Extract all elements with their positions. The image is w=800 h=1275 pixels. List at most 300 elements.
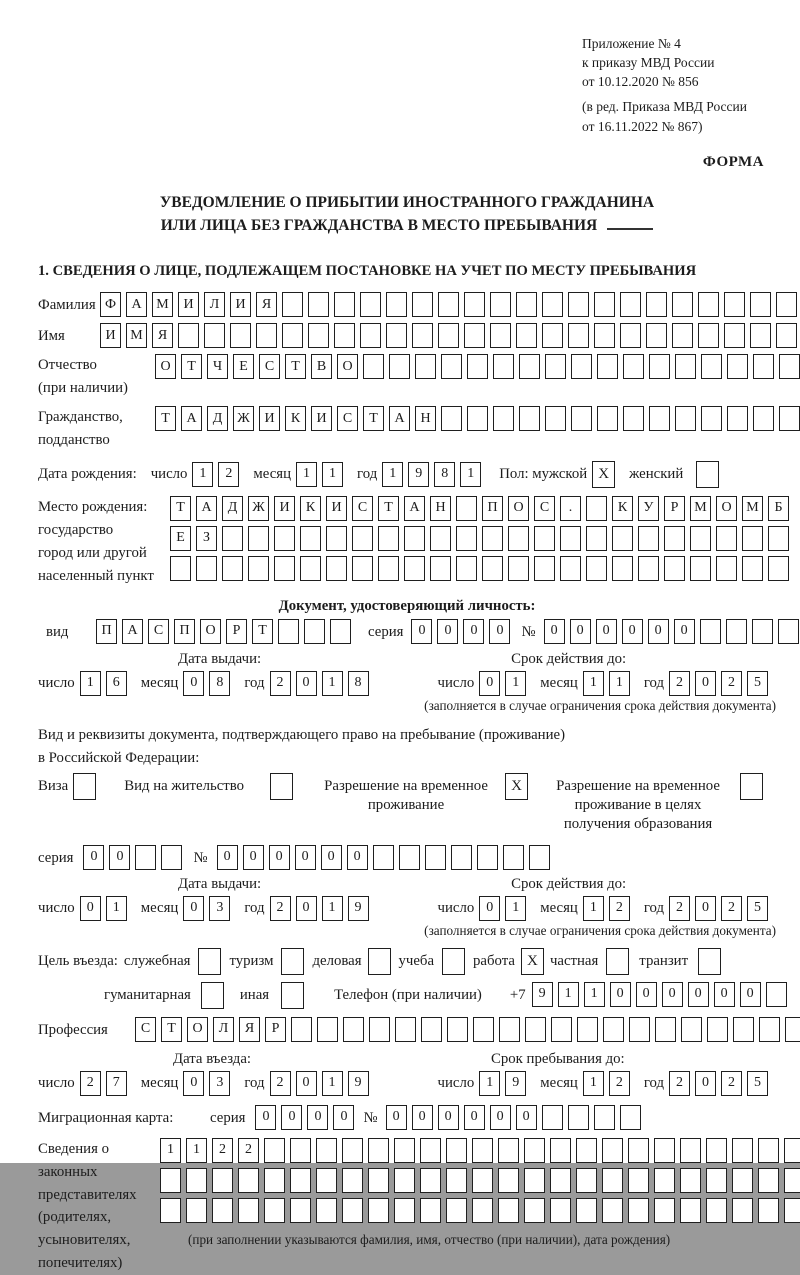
form-cell[interactable] bbox=[778, 619, 799, 644]
form-cell[interactable] bbox=[742, 556, 763, 581]
form-cell[interactable]: 6 bbox=[106, 671, 127, 696]
form-cell[interactable]: 1 bbox=[584, 982, 605, 1007]
form-cell[interactable]: 1 bbox=[505, 896, 526, 921]
form-cell[interactable] bbox=[571, 354, 592, 379]
form-cell[interactable]: Е bbox=[170, 526, 191, 551]
form-cell[interactable] bbox=[706, 1168, 727, 1193]
form-cell[interactable] bbox=[389, 354, 410, 379]
form-cell[interactable] bbox=[603, 1017, 624, 1042]
form-cell[interactable]: И bbox=[178, 292, 199, 317]
form-cell[interactable] bbox=[420, 1198, 441, 1223]
purpose-official-checkbox[interactable] bbox=[198, 948, 221, 975]
form-cell[interactable]: 2 bbox=[609, 896, 630, 921]
form-cell[interactable] bbox=[571, 406, 592, 431]
form-cell[interactable] bbox=[508, 556, 529, 581]
form-cell[interactable]: З bbox=[196, 526, 217, 551]
form-cell[interactable] bbox=[716, 556, 737, 581]
form-cell[interactable]: 0 bbox=[695, 671, 716, 696]
form-cell[interactable] bbox=[222, 556, 243, 581]
form-cell[interactable]: 0 bbox=[714, 982, 735, 1007]
form-cell[interactable]: 2 bbox=[270, 896, 291, 921]
form-cell[interactable]: 1 bbox=[322, 462, 343, 487]
form-cell[interactable] bbox=[447, 1017, 468, 1042]
form-cell[interactable]: О bbox=[200, 619, 221, 644]
form-cell[interactable] bbox=[264, 1168, 285, 1193]
form-cell[interactable] bbox=[186, 1198, 207, 1223]
form-cell[interactable] bbox=[178, 323, 199, 348]
form-cell[interactable]: И bbox=[259, 406, 280, 431]
form-cell[interactable]: И bbox=[230, 292, 251, 317]
form-cell[interactable] bbox=[412, 292, 433, 317]
form-cell[interactable]: 0 bbox=[596, 619, 617, 644]
form-cell[interactable]: 0 bbox=[321, 845, 342, 870]
form-cell[interactable] bbox=[534, 526, 555, 551]
form-cell[interactable]: 0 bbox=[544, 619, 565, 644]
form-cell[interactable]: 5 bbox=[747, 671, 768, 696]
form-cell[interactable] bbox=[290, 1198, 311, 1223]
form-cell[interactable]: 0 bbox=[386, 1105, 407, 1130]
form-cell[interactable] bbox=[753, 354, 774, 379]
form-cell[interactable]: Д bbox=[222, 496, 243, 521]
form-cell[interactable] bbox=[456, 526, 477, 551]
form-cell[interactable]: С bbox=[259, 354, 280, 379]
form-cell[interactable]: П bbox=[482, 496, 503, 521]
form-cell[interactable]: 0 bbox=[695, 896, 716, 921]
form-cell[interactable]: 2 bbox=[609, 1071, 630, 1096]
form-cell[interactable] bbox=[680, 1138, 701, 1163]
purpose-private-checkbox[interactable] bbox=[606, 948, 629, 975]
form-cell[interactable]: 3 bbox=[209, 1071, 230, 1096]
form-cell[interactable] bbox=[415, 354, 436, 379]
form-cell[interactable] bbox=[394, 1198, 415, 1223]
form-cell[interactable]: 2 bbox=[270, 671, 291, 696]
form-cell[interactable] bbox=[368, 1138, 389, 1163]
form-cell[interactable]: 0 bbox=[490, 1105, 511, 1130]
form-cell[interactable]: 8 bbox=[209, 671, 230, 696]
form-cell[interactable] bbox=[399, 845, 420, 870]
form-cell[interactable] bbox=[222, 526, 243, 551]
form-cell[interactable]: С bbox=[337, 406, 358, 431]
form-cell[interactable] bbox=[438, 292, 459, 317]
form-cell[interactable] bbox=[420, 1138, 441, 1163]
form-cell[interactable] bbox=[395, 1017, 416, 1042]
purpose-business-checkbox[interactable] bbox=[368, 948, 391, 975]
form-cell[interactable]: 0 bbox=[296, 896, 317, 921]
form-cell[interactable] bbox=[326, 556, 347, 581]
form-cell[interactable] bbox=[732, 1168, 753, 1193]
form-cell[interactable] bbox=[369, 1017, 390, 1042]
form-cell[interactable] bbox=[707, 1017, 728, 1042]
form-cell[interactable] bbox=[753, 406, 774, 431]
form-cell[interactable]: 0 bbox=[243, 845, 264, 870]
form-cell[interactable] bbox=[594, 292, 615, 317]
form-cell[interactable] bbox=[274, 556, 295, 581]
form-cell[interactable] bbox=[629, 1017, 650, 1042]
form-cell[interactable] bbox=[519, 354, 540, 379]
form-cell[interactable] bbox=[394, 1138, 415, 1163]
form-cell[interactable] bbox=[727, 406, 748, 431]
form-cell[interactable]: 2 bbox=[669, 671, 690, 696]
form-cell[interactable]: А bbox=[196, 496, 217, 521]
temp-residence-edu-checkbox[interactable] bbox=[740, 773, 763, 800]
form-cell[interactable] bbox=[654, 1198, 675, 1223]
form-cell[interactable] bbox=[550, 1168, 571, 1193]
form-cell[interactable] bbox=[784, 1138, 800, 1163]
form-cell[interactable]: 0 bbox=[296, 671, 317, 696]
sex-female-checkbox[interactable] bbox=[696, 461, 719, 488]
form-cell[interactable]: 1 bbox=[322, 896, 343, 921]
form-cell[interactable] bbox=[560, 556, 581, 581]
form-cell[interactable]: 2 bbox=[669, 896, 690, 921]
form-cell[interactable] bbox=[602, 1168, 623, 1193]
form-cell[interactable]: 0 bbox=[622, 619, 643, 644]
form-cell[interactable] bbox=[363, 354, 384, 379]
form-cell[interactable] bbox=[690, 526, 711, 551]
form-cell[interactable] bbox=[342, 1138, 363, 1163]
form-cell[interactable] bbox=[282, 323, 303, 348]
form-cell[interactable]: М bbox=[742, 496, 763, 521]
form-cell[interactable] bbox=[368, 1168, 389, 1193]
form-cell[interactable]: В bbox=[311, 354, 332, 379]
form-cell[interactable] bbox=[360, 292, 381, 317]
form-cell[interactable] bbox=[386, 292, 407, 317]
form-cell[interactable] bbox=[700, 619, 721, 644]
form-cell[interactable] bbox=[441, 354, 462, 379]
form-cell[interactable]: 0 bbox=[437, 619, 458, 644]
form-cell[interactable]: 9 bbox=[505, 1071, 526, 1096]
form-cell[interactable] bbox=[620, 1105, 641, 1130]
form-cell[interactable]: 0 bbox=[255, 1105, 276, 1130]
form-cell[interactable]: А bbox=[122, 619, 143, 644]
form-cell[interactable]: 0 bbox=[636, 982, 657, 1007]
form-cell[interactable] bbox=[343, 1017, 364, 1042]
form-cell[interactable] bbox=[675, 354, 696, 379]
form-cell[interactable] bbox=[334, 292, 355, 317]
form-cell[interactable] bbox=[750, 292, 771, 317]
form-cell[interactable] bbox=[308, 323, 329, 348]
form-cell[interactable]: 0 bbox=[412, 1105, 433, 1130]
form-cell[interactable]: 1 bbox=[186, 1138, 207, 1163]
form-cell[interactable]: Н bbox=[415, 406, 436, 431]
purpose-other-checkbox[interactable] bbox=[281, 982, 304, 1009]
form-cell[interactable] bbox=[420, 1168, 441, 1193]
form-cell[interactable]: О bbox=[187, 1017, 208, 1042]
form-cell[interactable] bbox=[776, 292, 797, 317]
form-cell[interactable]: Т bbox=[155, 406, 176, 431]
form-cell[interactable]: Т bbox=[170, 496, 191, 521]
form-cell[interactable] bbox=[576, 1198, 597, 1223]
form-cell[interactable] bbox=[577, 1017, 598, 1042]
form-cell[interactable] bbox=[170, 556, 191, 581]
form-cell[interactable] bbox=[628, 1168, 649, 1193]
form-cell[interactable]: 0 bbox=[570, 619, 591, 644]
form-cell[interactable] bbox=[628, 1138, 649, 1163]
purpose-transit-checkbox[interactable] bbox=[698, 948, 721, 975]
form-cell[interactable]: Ж bbox=[233, 406, 254, 431]
form-cell[interactable]: 0 bbox=[479, 671, 500, 696]
form-cell[interactable]: А bbox=[389, 406, 410, 431]
form-cell[interactable] bbox=[519, 406, 540, 431]
form-cell[interactable] bbox=[612, 556, 633, 581]
form-cell[interactable]: А bbox=[181, 406, 202, 431]
form-cell[interactable] bbox=[706, 1138, 727, 1163]
form-cell[interactable] bbox=[766, 982, 787, 1007]
form-cell[interactable] bbox=[623, 406, 644, 431]
form-cell[interactable] bbox=[545, 354, 566, 379]
form-cell[interactable]: Т bbox=[181, 354, 202, 379]
form-cell[interactable] bbox=[750, 323, 771, 348]
form-cell[interactable] bbox=[680, 1198, 701, 1223]
form-cell[interactable]: 0 bbox=[688, 982, 709, 1007]
form-cell[interactable] bbox=[291, 1017, 312, 1042]
form-cell[interactable] bbox=[304, 619, 325, 644]
form-cell[interactable]: 0 bbox=[489, 619, 510, 644]
form-cell[interactable]: 1 bbox=[609, 671, 630, 696]
form-cell[interactable]: 0 bbox=[217, 845, 238, 870]
form-cell[interactable] bbox=[597, 406, 618, 431]
purpose-tourism-checkbox[interactable] bbox=[281, 948, 304, 975]
form-cell[interactable]: 1 bbox=[382, 462, 403, 487]
form-cell[interactable] bbox=[759, 1017, 780, 1042]
form-cell[interactable] bbox=[300, 526, 321, 551]
form-cell[interactable] bbox=[784, 1168, 800, 1193]
form-cell[interactable]: Т bbox=[363, 406, 384, 431]
form-cell[interactable] bbox=[654, 1138, 675, 1163]
form-cell[interactable] bbox=[776, 323, 797, 348]
form-cell[interactable] bbox=[278, 619, 299, 644]
form-cell[interactable]: М bbox=[152, 292, 173, 317]
form-cell[interactable] bbox=[438, 323, 459, 348]
form-cell[interactable] bbox=[473, 1017, 494, 1042]
form-cell[interactable] bbox=[649, 406, 670, 431]
form-cell[interactable] bbox=[446, 1138, 467, 1163]
form-cell[interactable]: М bbox=[690, 496, 711, 521]
form-cell[interactable] bbox=[464, 323, 485, 348]
form-cell[interactable] bbox=[620, 323, 641, 348]
form-cell[interactable]: 0 bbox=[740, 982, 761, 1007]
form-cell[interactable] bbox=[430, 526, 451, 551]
form-cell[interactable]: Д bbox=[207, 406, 228, 431]
form-cell[interactable] bbox=[701, 354, 722, 379]
form-cell[interactable] bbox=[550, 1138, 571, 1163]
form-cell[interactable] bbox=[316, 1168, 337, 1193]
form-cell[interactable] bbox=[628, 1198, 649, 1223]
form-cell[interactable] bbox=[638, 526, 659, 551]
form-cell[interactable]: 1 bbox=[160, 1138, 181, 1163]
form-cell[interactable] bbox=[672, 323, 693, 348]
form-cell[interactable]: 1 bbox=[106, 896, 127, 921]
form-cell[interactable]: Я bbox=[256, 292, 277, 317]
form-cell[interactable] bbox=[352, 556, 373, 581]
form-cell[interactable] bbox=[664, 526, 685, 551]
form-cell[interactable] bbox=[672, 292, 693, 317]
purpose-humanitarian-checkbox[interactable] bbox=[201, 982, 224, 1009]
form-cell[interactable] bbox=[248, 556, 269, 581]
form-cell[interactable] bbox=[472, 1138, 493, 1163]
form-cell[interactable]: 8 bbox=[434, 462, 455, 487]
form-cell[interactable] bbox=[768, 526, 789, 551]
form-cell[interactable]: 0 bbox=[610, 982, 631, 1007]
form-cell[interactable]: 7 bbox=[106, 1071, 127, 1096]
form-cell[interactable] bbox=[698, 292, 719, 317]
form-cell[interactable] bbox=[421, 1017, 442, 1042]
form-cell[interactable]: 1 bbox=[322, 671, 343, 696]
form-cell[interactable] bbox=[758, 1138, 779, 1163]
form-cell[interactable] bbox=[467, 354, 488, 379]
form-cell[interactable] bbox=[160, 1198, 181, 1223]
form-cell[interactable] bbox=[646, 323, 667, 348]
form-cell[interactable]: 2 bbox=[212, 1138, 233, 1163]
visa-checkbox[interactable] bbox=[73, 773, 96, 800]
form-cell[interactable] bbox=[482, 556, 503, 581]
form-cell[interactable] bbox=[378, 526, 399, 551]
form-cell[interactable]: Т bbox=[252, 619, 273, 644]
form-cell[interactable]: С bbox=[135, 1017, 156, 1042]
form-cell[interactable] bbox=[542, 292, 563, 317]
form-cell[interactable]: Е bbox=[233, 354, 254, 379]
form-cell[interactable]: К bbox=[612, 496, 633, 521]
form-cell[interactable]: 5 bbox=[747, 896, 768, 921]
form-cell[interactable]: 1 bbox=[479, 1071, 500, 1096]
form-cell[interactable]: Ж bbox=[248, 496, 269, 521]
form-cell[interactable] bbox=[499, 1017, 520, 1042]
form-cell[interactable]: Ч bbox=[207, 354, 228, 379]
purpose-work-checkbox[interactable]: X bbox=[521, 948, 544, 975]
form-cell[interactable] bbox=[212, 1168, 233, 1193]
form-cell[interactable] bbox=[742, 526, 763, 551]
residence-permit-checkbox[interactable] bbox=[270, 773, 293, 800]
form-cell[interactable]: 0 bbox=[648, 619, 669, 644]
form-cell[interactable]: 0 bbox=[695, 1071, 716, 1096]
form-cell[interactable] bbox=[490, 323, 511, 348]
form-cell[interactable] bbox=[446, 1198, 467, 1223]
form-cell[interactable]: С bbox=[148, 619, 169, 644]
form-cell[interactable]: И bbox=[326, 496, 347, 521]
form-cell[interactable] bbox=[516, 292, 537, 317]
form-cell[interactable] bbox=[701, 406, 722, 431]
form-cell[interactable]: С bbox=[534, 496, 555, 521]
form-cell[interactable] bbox=[274, 526, 295, 551]
form-cell[interactable] bbox=[758, 1198, 779, 1223]
form-cell[interactable] bbox=[690, 556, 711, 581]
form-cell[interactable] bbox=[204, 323, 225, 348]
form-cell[interactable] bbox=[373, 845, 394, 870]
form-cell[interactable] bbox=[560, 526, 581, 551]
form-cell[interactable]: Я bbox=[152, 323, 173, 348]
form-cell[interactable] bbox=[490, 292, 511, 317]
form-cell[interactable] bbox=[425, 845, 446, 870]
form-cell[interactable] bbox=[576, 1168, 597, 1193]
form-cell[interactable] bbox=[467, 406, 488, 431]
form-cell[interactable] bbox=[135, 845, 156, 870]
form-cell[interactable]: 3 bbox=[209, 896, 230, 921]
form-cell[interactable] bbox=[655, 1017, 676, 1042]
form-cell[interactable]: 1 bbox=[583, 671, 604, 696]
form-cell[interactable] bbox=[542, 1105, 563, 1130]
form-cell[interactable]: Т bbox=[378, 496, 399, 521]
form-cell[interactable]: 0 bbox=[463, 619, 484, 644]
form-cell[interactable]: 1 bbox=[583, 1071, 604, 1096]
sex-male-checkbox[interactable]: X bbox=[592, 461, 615, 488]
form-cell[interactable] bbox=[529, 845, 550, 870]
form-cell[interactable]: И bbox=[100, 323, 121, 348]
form-cell[interactable]: 0 bbox=[109, 845, 130, 870]
form-cell[interactable]: 5 bbox=[747, 1071, 768, 1096]
form-cell[interactable] bbox=[654, 1168, 675, 1193]
form-cell[interactable]: 0 bbox=[183, 896, 204, 921]
form-cell[interactable]: 0 bbox=[674, 619, 695, 644]
form-cell[interactable] bbox=[477, 845, 498, 870]
form-cell[interactable]: 0 bbox=[479, 896, 500, 921]
form-cell[interactable] bbox=[430, 556, 451, 581]
form-cell[interactable] bbox=[161, 845, 182, 870]
form-cell[interactable]: 9 bbox=[408, 462, 429, 487]
form-cell[interactable]: 9 bbox=[532, 982, 553, 1007]
form-cell[interactable] bbox=[779, 406, 800, 431]
form-cell[interactable] bbox=[493, 406, 514, 431]
form-cell[interactable] bbox=[550, 1198, 571, 1223]
form-cell[interactable] bbox=[724, 323, 745, 348]
form-cell[interactable]: О bbox=[155, 354, 176, 379]
form-cell[interactable] bbox=[316, 1198, 337, 1223]
form-cell[interactable] bbox=[498, 1198, 519, 1223]
form-cell[interactable] bbox=[482, 526, 503, 551]
form-cell[interactable] bbox=[733, 1017, 754, 1042]
form-cell[interactable] bbox=[568, 292, 589, 317]
form-cell[interactable] bbox=[542, 323, 563, 348]
form-cell[interactable]: Р bbox=[664, 496, 685, 521]
form-cell[interactable]: 0 bbox=[411, 619, 432, 644]
form-cell[interactable] bbox=[456, 556, 477, 581]
form-cell[interactable]: И bbox=[274, 496, 295, 521]
form-cell[interactable] bbox=[456, 496, 477, 521]
form-cell[interactable] bbox=[534, 556, 555, 581]
form-cell[interactable]: 0 bbox=[347, 845, 368, 870]
form-cell[interactable] bbox=[472, 1168, 493, 1193]
form-cell[interactable] bbox=[623, 354, 644, 379]
form-cell[interactable]: 8 bbox=[348, 671, 369, 696]
form-cell[interactable]: Р bbox=[265, 1017, 286, 1042]
form-cell[interactable]: А bbox=[126, 292, 147, 317]
form-cell[interactable] bbox=[342, 1198, 363, 1223]
form-cell[interactable] bbox=[264, 1198, 285, 1223]
form-cell[interactable] bbox=[290, 1138, 311, 1163]
form-cell[interactable] bbox=[248, 526, 269, 551]
form-cell[interactable] bbox=[508, 526, 529, 551]
form-cell[interactable] bbox=[681, 1017, 702, 1042]
form-cell[interactable] bbox=[360, 323, 381, 348]
form-cell[interactable]: 2 bbox=[721, 671, 742, 696]
form-cell[interactable]: 0 bbox=[269, 845, 290, 870]
form-cell[interactable]: Р bbox=[226, 619, 247, 644]
purpose-study-checkbox[interactable] bbox=[442, 948, 465, 975]
form-cell[interactable]: 0 bbox=[295, 845, 316, 870]
form-cell[interactable] bbox=[724, 292, 745, 317]
form-cell[interactable] bbox=[352, 526, 373, 551]
form-cell[interactable] bbox=[664, 556, 685, 581]
form-cell[interactable] bbox=[282, 292, 303, 317]
form-cell[interactable]: П bbox=[96, 619, 117, 644]
form-cell[interactable]: О bbox=[337, 354, 358, 379]
form-cell[interactable]: Ф bbox=[100, 292, 121, 317]
form-cell[interactable]: П bbox=[174, 619, 195, 644]
form-cell[interactable] bbox=[568, 323, 589, 348]
form-cell[interactable] bbox=[472, 1198, 493, 1223]
form-cell[interactable] bbox=[196, 556, 217, 581]
form-cell[interactable] bbox=[586, 556, 607, 581]
form-cell[interactable] bbox=[586, 496, 607, 521]
form-cell[interactable]: О bbox=[716, 496, 737, 521]
